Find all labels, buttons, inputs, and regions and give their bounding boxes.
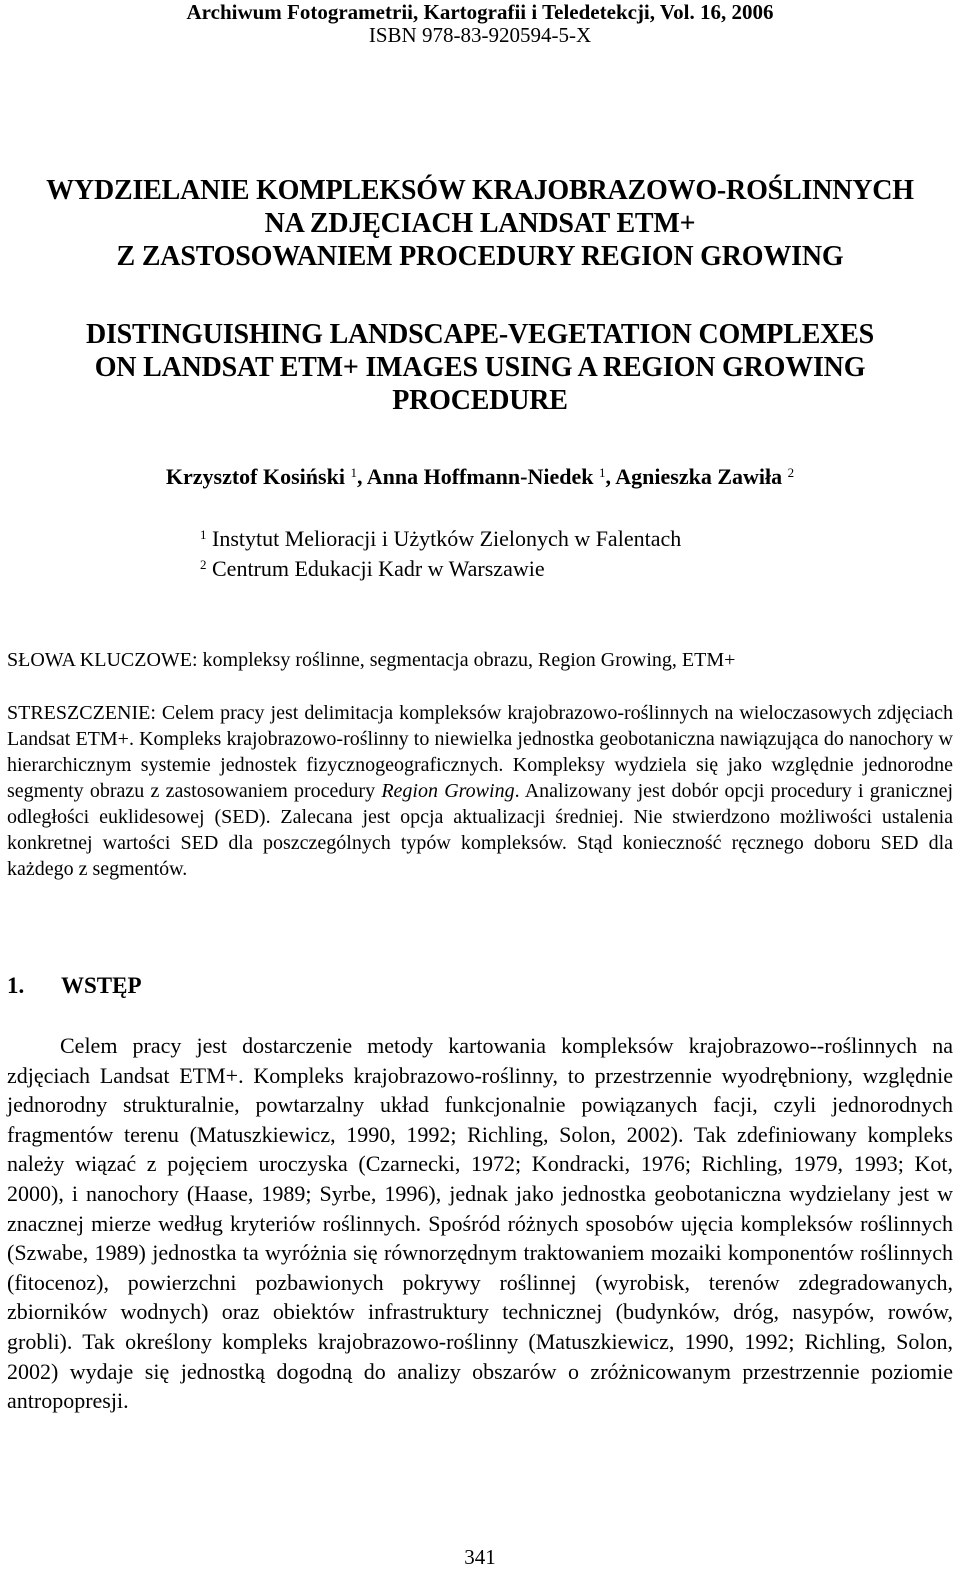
title-en-line-1: DISTINGUISHING LANDSCAPE-VEGETATION COMPLEXES — [85, 319, 875, 350]
affiliation-2-sup: 2 — [200, 557, 207, 572]
affiliation-1 — [200, 524, 900, 554]
abstract-italic: Region Growing — [381, 780, 515, 802]
section-title: WSTĘP — [61, 973, 142, 998]
abstract-text-1: Celem pracy jest delimitacja kompleksów krajobrazowo-roślinnych na wieloczasowych zdjęciach Landsat ETM+. Kompleks krajobrazowo-roślinny to niewielka jednostka geobotaniczna nawiązująca do nanochory w hierarchicznym systemie jednostek fizycznogeograficznych. Kompleksy wydziela się jako względnie jednorodne segmenty obrazu z zastosowaniem procedury — [7, 702, 953, 802]
author-2: , Anna Hoffmann-Niedek — [356, 464, 594, 489]
author-2-affil: 1 — [598, 465, 606, 480]
abstract-text-2: . Analizowany jest dobór opcji procedury i granicznej odległości euklidesowej (SED). Zalecana jest opcja aktualizacji średniej. Nie stwierdzono możliwości ustalenia konkretnej wartości SED dla poszczególnych typów kompleksów. Stąd konieczność ręcznego doboru SED dla każdego z segmentów. — [7, 780, 954, 880]
affiliation-2 — [200, 554, 900, 584]
body-paragraph-text: Celem pracy jest dostarczenie metody kartowania kompleksów krajobrazowo--roślinnych na zdjęciach Landsat ETM+. Kompleks krajobrazowo-roślinny, to przestrzennie wyodrębniony, względnie jednorodny strukturalnie, powtarzalny układ funkcjonalnie powiązanych facji, czyli jednorodnych fragmentów terenu (Matuszkiewicz, 1990, 1992; Richling, Solon, 2002). Tak zdefiniowany kompleks należy wiązać z pojęciem uroczyska (Czarnecki, 1972; Kondracki, 1976; Richling, 1979, 1993; Kot, 2000), i nanochory (Haase, 1989; Syrbe, 1996), jednak jako jednostka geobotaniczna wydzielany jest w znacznej mierze według kryteriów roślinnych. Spośród różnych sposobów ujęcia kompleksów roślinnych (Szwabe, 1989) jednostka ta wyróżnia się równorzędnym traktowaniem mozaiki komponentów roślinnych (fitocenoz), powierzchni pozbawionych pokrywy roślinnej (wyrobisk, terenów zdegradowanych, zbiorników wodnych) oraz obiektów infrastruktury technicznej (budynków, dróg, nasypów, rowów, grobli). Tak określony kompleks krajobrazowo-roślinny (Matuszkiewicz, 1990, 1992; Richling, Solon, 2002) wydaje się jednostką dogodną do analizy obszarów o zróżnicowanym przestrzennie poziomie antropopresji. — [7, 1033, 953, 1414]
author-1: Krzysztof Kosiński — [165, 464, 345, 489]
journal-header: Archiwum Fotogrametrii, Kartografii i Teledetekcji, Vol. 16, 2006 — [186, 0, 774, 24]
section-heading — [7, 971, 142, 1001]
title-pl-line-2: NA ZDJĘCIACH LANDSAT ETM+ — [264, 208, 696, 239]
affiliation-1-text: Instytut Melioracji i Użytków Zielonych w Falentach — [212, 526, 682, 551]
title-en-line-3: PROCEDURE — [392, 385, 568, 416]
keywords — [7, 646, 953, 674]
section-number: 1. — [7, 973, 25, 998]
author-3: , Agnieszka Zawiła — [605, 464, 783, 489]
title-en-line-2: ON LANDSAT ETM+ IMAGES USING A REGION GROWING — [94, 352, 866, 383]
title-pl-line-1: WYDZIELANIE KOMPLEKSÓW KRAJOBRAZOWO-ROŚLINNYCH — [46, 175, 914, 206]
affiliation-1-sup: 1 — [200, 527, 207, 542]
abstract-label: STRESZCZENIE: — [7, 702, 156, 724]
author-3-affil: 2 — [787, 465, 795, 480]
isbn-line: ISBN 978-83-920594-5-X — [368, 23, 592, 47]
page-number: 341 — [464, 1545, 496, 1569]
title-pl-line-3: Z ZASTOSOWANIEM PROCEDURY REGION GROWING — [116, 241, 844, 272]
authors-line — [0, 464, 960, 490]
affiliation-2-text: Centrum Edukacji Kadr w Warszawie — [212, 556, 545, 581]
body-paragraph — [7, 1031, 953, 1416]
keywords-label: SŁOWA KLUCZOWE: — [7, 649, 198, 671]
abstract — [7, 700, 953, 882]
keywords-text: kompleksy roślinne, segmentacja obrazu, Region Growing, ETM+ — [197, 649, 736, 671]
author-1-affil: 1 — [350, 465, 357, 480]
